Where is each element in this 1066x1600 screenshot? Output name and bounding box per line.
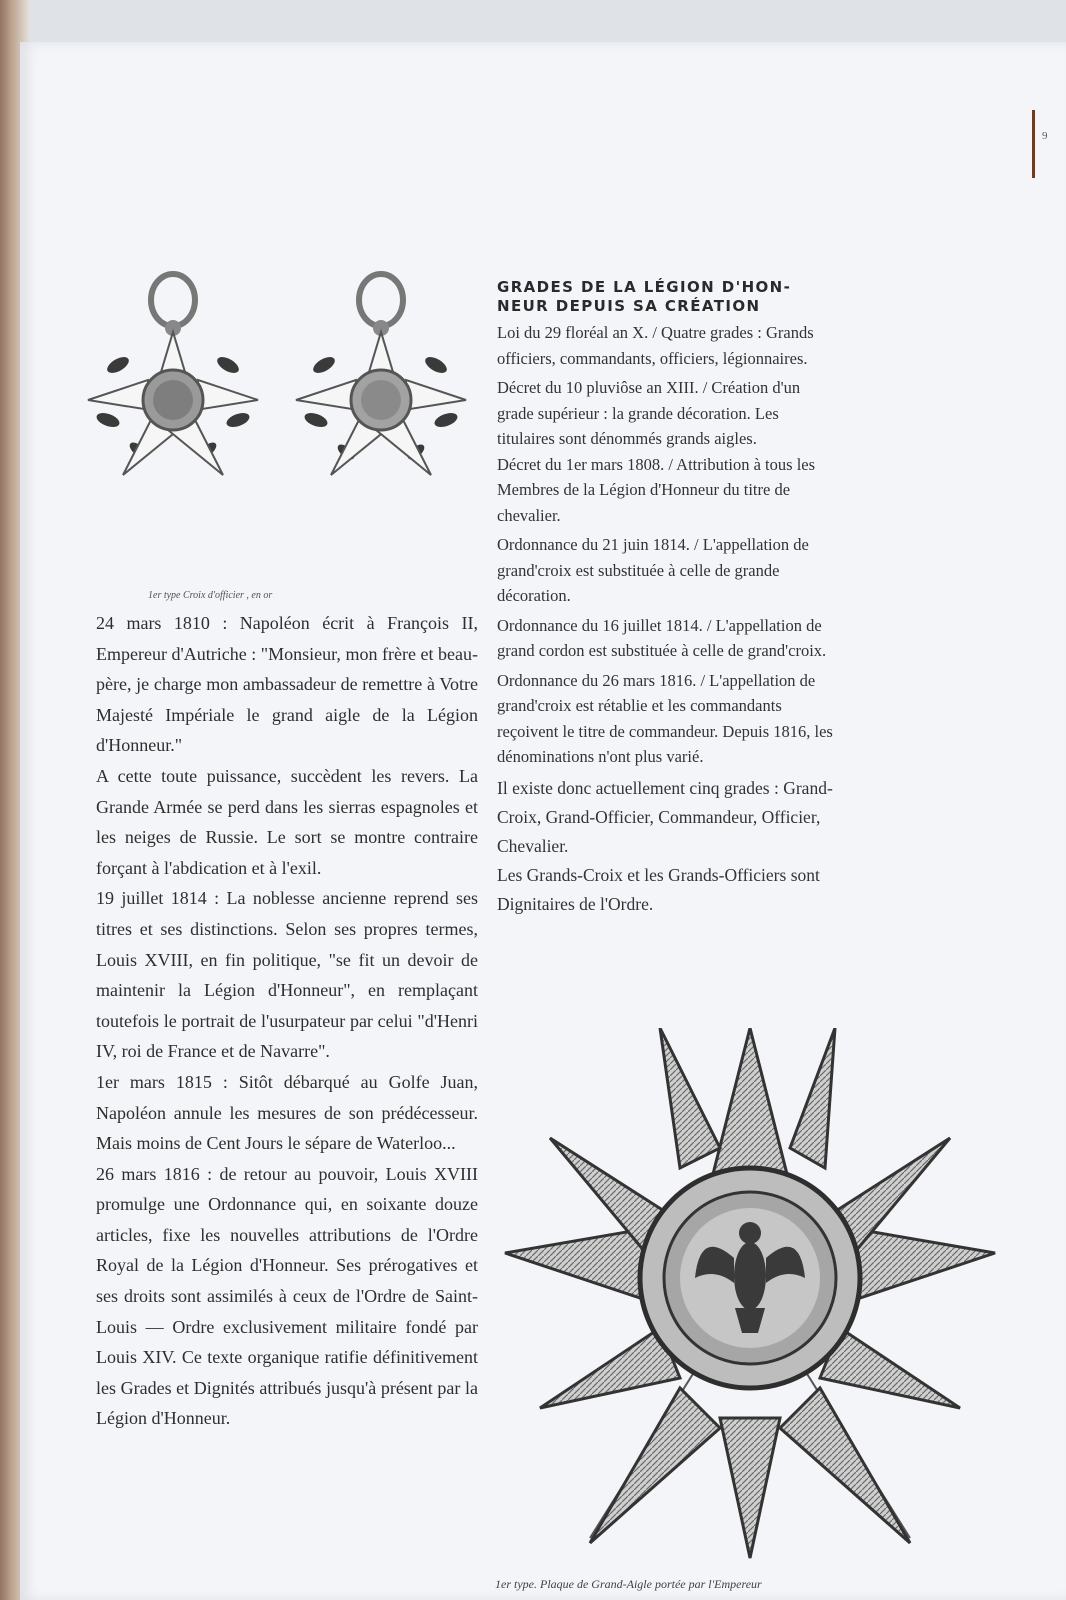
grade-entry-mars-1816: Ordonnance du 26 mars 1816. / L'appellation de grand'croix est rétablie et les commandants reçoivent le titre de commandeur. Depuis 1816, les dénominations n'ont plus varié.	[497, 670, 833, 766]
paragraph-1814: 19 juillet 1814 : La noblesse ancienne reprend ses titres et ses distinctions. Selon ses propres termes, Louis XVIII, en fin politique, "se fit un devoir de maintenir la Légion d'Honneur", en remplaçant toutefois le portrait de l'usurpateur par celui "d'Henri IV, roi de France et de Navarre".	[96, 888, 478, 1062]
grand-eagle-plaque-image	[490, 1028, 1010, 1568]
paragraph-1815: 1er mars 1815 : Sitôt débarqué au Golfe Juan, Napoléon annule les mesures de son prédécesseur. Mais moins de Cent Jours le sépare de Waterloo...	[96, 1071, 478, 1154]
grade-entry-1808: Décret du 1er mars 1808. / Attribution à tous les Membres de la Légion d'Honneur du titre de chevalier.	[497, 454, 816, 525]
officer-cross-obverse-illustration	[78, 270, 268, 500]
page-rule	[1032, 110, 1035, 178]
paragraph-revers: A cette toute puissance, succèdent les revers. La Grande Armée se perd dans les sierras espagnoles et les neiges de Russie. Le sort se montre contraire forçant à l'abdication et à l'exil.	[96, 765, 478, 878]
paragraph-1810: 24 mars 1810 : Napoléon écrit à François II, Empereur d'Autriche : "Monsieur, mon frère et beau-père, je charge mon ambassadeur de remettre à Votre Majesté Impériale le grand aigle de la Légion d'Honneur."	[96, 613, 478, 756]
grand-eagle-plaque-illustration	[490, 1028, 1010, 1568]
right-text-column	[497, 320, 837, 919]
page-number: 9	[1042, 130, 1048, 142]
medal-right-image	[284, 270, 474, 500]
paragraph-1816: 26 mars 1816 : de retour au pouvoir, Louis XVIII promulge une Ordonnance qui, en soixante douze articles, fixe les nouvelles attributions de l'Ordre Royal de la Légion d'Honneur. Ses prérogatives et ses droits sont assimilés à ceux de l'Ordre de Saint-Louis — Ordre exclusivement militaire fondé par Louis XIV. Ce texte organique ratifie définitivement les Grades et Dignités attribués jusqu'à présent par la Légion d'Honneur.	[96, 1163, 478, 1429]
grade-entry-dignitaires: Les Grands-Croix et les Grands-Officiers sont Dignitaires de l'Ordre.	[497, 864, 820, 914]
grade-entry-floreal: Loi du 29 floréal an X. / Quatre grades : Grands officiers, commandants, officiers, légionnaires.	[497, 323, 814, 368]
grade-entry-juillet-1814: Ordonnance du 16 juillet 1814. / L'appellation de grand cordon est substituée à celle de grand'croix.	[497, 615, 827, 660]
left-text-column	[96, 608, 478, 1434]
heading-line-1: GRADES DE LA LÉGION D'HON-	[497, 278, 792, 296]
grade-entry-cinq-grades: Il existe donc actuellement cinq grades : Grand-Croix, Grand-Officier, Commandeur, Officier, Chevalier.	[497, 777, 833, 856]
caption-grand-eagle: 1er type. Plaque de Grand-Aigle portée par l'Empereur	[495, 1577, 762, 1591]
caption-officer-cross: 1er type Croix d'officier , en or	[148, 590, 273, 601]
section-heading	[497, 278, 817, 316]
officer-cross-reverse-illustration	[284, 270, 474, 500]
grade-entry-juin-1814: Ordonnance du 21 juin 1814. / L'appellation de grand'croix est substituée à celle de grande décoration.	[497, 535, 809, 605]
heading-line-2: NEUR DEPUIS SA CRÉATION	[497, 297, 761, 315]
medal-left-image	[78, 270, 268, 500]
grade-entry-pluviose: Décret du 10 pluviôse an XIII. / Création d'un grade supérieur : la grande décoration. Les titulaires sont dénommés grands aigles.	[497, 378, 801, 448]
